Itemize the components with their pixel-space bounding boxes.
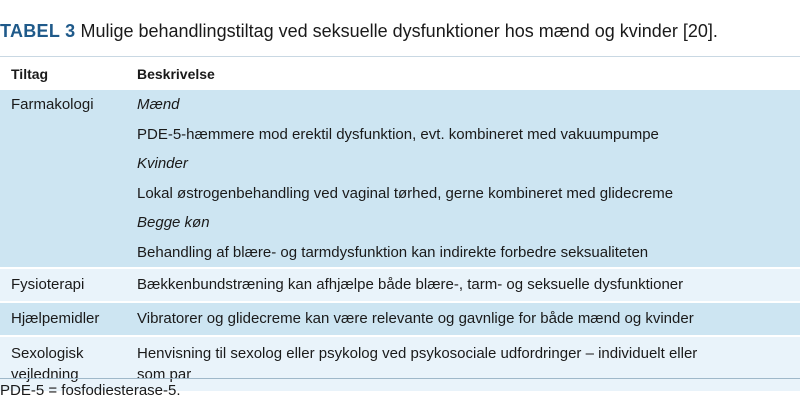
- table-caption: [0, 0, 800, 55]
- cell-tiltag: Fysioterapi: [11, 276, 85, 293]
- cell-beskrivelse: Bækkenbundstræning kan afhjælpe både blære-, tarm- og seksuelle dysfunktioner: [137, 276, 684, 293]
- table-header-row: [0, 56, 800, 90]
- cell-tiltag: Farmakologi: [11, 96, 94, 113]
- table-row-farmakologi: [0, 90, 800, 269]
- table-footnote: PDE-5 = fosfodiesterase-5.: [0, 378, 800, 401]
- table-title: Mulige behandlingstiltag ved seksuelle dysfunktioner hos mænd og kvinder [20].: [80, 21, 718, 41]
- description-line: PDE-5-hæmmere mod erektil dysfunktion, evt. kombineret med vakuumpumpe: [137, 125, 659, 143]
- cell-beskrivelse-line: som par: [137, 366, 192, 383]
- treatment-table: [0, 56, 800, 393]
- cell-beskrivelse: Vibratorer og glidecreme kan være relevante og gavnlige for både mænd og kvinder: [137, 310, 694, 327]
- description-line: Behandling af blære- og tarmdysfunktion kan indirekte forbedre seksualiteten: [137, 243, 649, 261]
- header-beskrivelse: Beskrivelse: [137, 65, 215, 82]
- cell-beskrivelse-line: Henvisning til sexolog eller psykolog ved psykosociale udfordringer – individuelt eller: [137, 345, 698, 362]
- cell-tiltag-line: Sexologisk: [11, 345, 84, 362]
- table-row-hjaelpemidler: [0, 303, 800, 337]
- header-tiltag: Tiltag: [11, 65, 49, 82]
- cell-beskrivelse: [137, 90, 800, 267]
- subheading-maend: Mænd: [137, 96, 180, 113]
- subheading-kvinder: Kvinder: [137, 155, 188, 172]
- subheading-begge-koen: Begge køn: [137, 214, 210, 231]
- cell-tiltag-line: vejledning: [11, 366, 79, 383]
- cell-tiltag: Hjælpemidler: [11, 310, 100, 327]
- table-number-label: TABEL 3: [0, 21, 76, 41]
- description-line: Lokal østrogenbehandling ved vaginal tørhed, gerne kombineret med glidecreme: [137, 184, 674, 202]
- table-row-fysioterapi: [0, 269, 800, 303]
